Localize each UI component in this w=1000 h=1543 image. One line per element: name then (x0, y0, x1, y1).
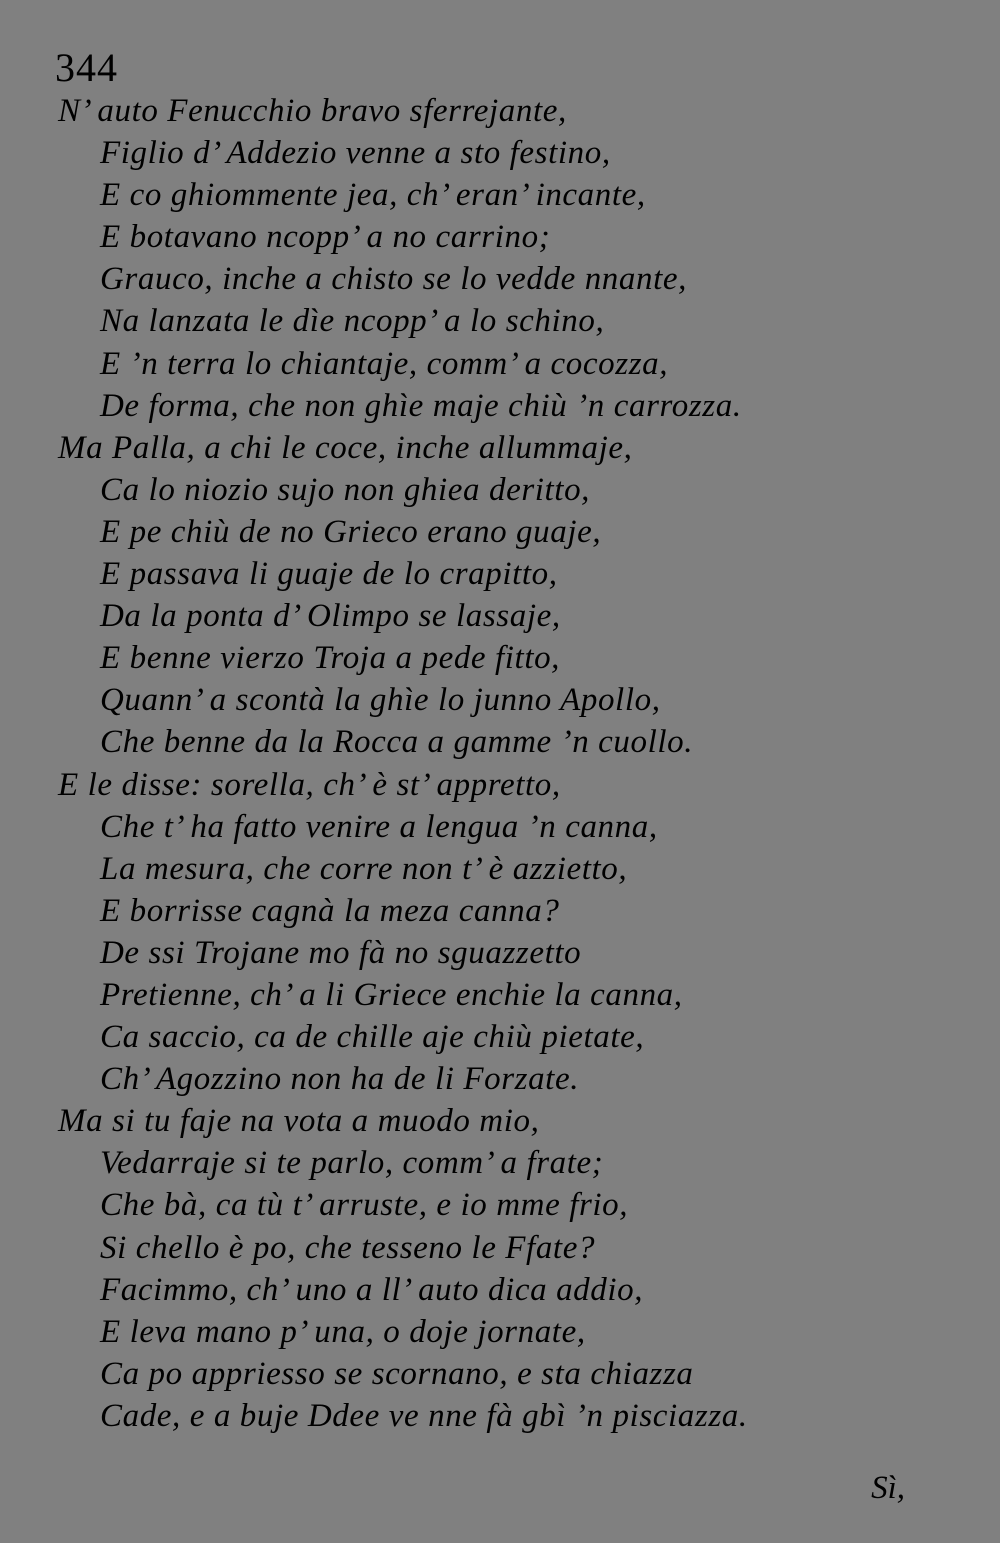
stanza (58, 427, 958, 764)
verse-line: Ma Palla, a chi le coce, inche allummaje, (58, 429, 633, 466)
verse-line: E borrisse cagnà la meza canna? (100, 892, 560, 929)
verse-line: De forma, che non ghìe maje chiù ’n carrozza. (100, 387, 742, 424)
verse-line: Na lanzata le dìe ncopp’ a lo schino, (100, 303, 605, 340)
verse-line: Vedarraje si te parlo, comm’ a frate; (100, 1145, 604, 1182)
stanza (58, 764, 958, 1101)
verse-line: Che benne da la Rocca a gamme ’n cuollo. (100, 724, 694, 761)
verse-line: Che t’ ha fatto venire a lengua ’n canna, (100, 808, 658, 845)
verse-line: E le disse: sorella, ch’ è st’ appretto, (58, 766, 561, 803)
verse-line: E ’n terra lo chiantaje, comm’ a cocozza, (100, 345, 669, 382)
verse-line: Facimmo, ch’ uno a ll’ auto dica addio, (100, 1271, 644, 1308)
verse-line: De ssi Trojane mo fà no sguazzetto (100, 934, 582, 971)
stanza (58, 90, 958, 427)
verse-line: Ca po appriesso se scornano, e sta chiazza (100, 1355, 694, 1392)
verse-line: La mesura, che corre non t’ è azzietto, (100, 850, 628, 887)
verse-line: Si chello è po, che tesseno le Ffate? (100, 1229, 596, 1266)
verse-line: Quann’ a scontà la ghìe lo junno Apollo, (100, 682, 661, 719)
verse-line: Pretienne, ch’ a li Griece enchie la canna, (100, 976, 683, 1013)
verse-line: E botavano ncopp’ a no carrino; (100, 219, 551, 256)
verse-line: Ca saccio, ca de chille aje chiù pietate, (100, 1019, 645, 1056)
verse-line: Figlio d’ Addezio venne a sto festino, (100, 135, 611, 172)
verse-line: Da la ponta d’ Olimpo se lassaje, (100, 598, 561, 635)
verse-line: E co ghiommente jea, ch’ eran’ incante, (100, 177, 646, 214)
verse-line: Cade, e a buje Ddee ve nne fà gbì ’n pisciazza. (100, 1397, 748, 1434)
verse-line: N’ auto Fenucchio bravo sferrejante, (58, 93, 567, 129)
verse-line: E benne vierzo Troja a pede fitto, (100, 640, 561, 677)
verse-line: E pe chiù de no Grieco erano guaje, (100, 513, 602, 550)
poem-body (58, 90, 958, 1437)
verse-line: E passava li guaje de lo crapitto, (100, 556, 558, 593)
page-number: 344 (55, 45, 118, 90)
verse-line: Che bà, ca tù t’ arruste, e io mme frio, (100, 1187, 629, 1224)
verse-line: Ch’ Agozzino non ha de li Forzate. (100, 1061, 580, 1098)
catchword: Sì, (871, 1470, 905, 1506)
verse-line: E leva mano p’ una, o doje jornate, (100, 1313, 586, 1350)
verse-line: Ma si tu faje na vota a muodo mio, (58, 1103, 540, 1140)
stanza (58, 1100, 958, 1437)
verse-line: Grauco, inche a chisto se lo vedde nnante, (100, 261, 687, 298)
verse-line: Ca lo niozio sujo non ghiea deritto, (100, 471, 591, 508)
